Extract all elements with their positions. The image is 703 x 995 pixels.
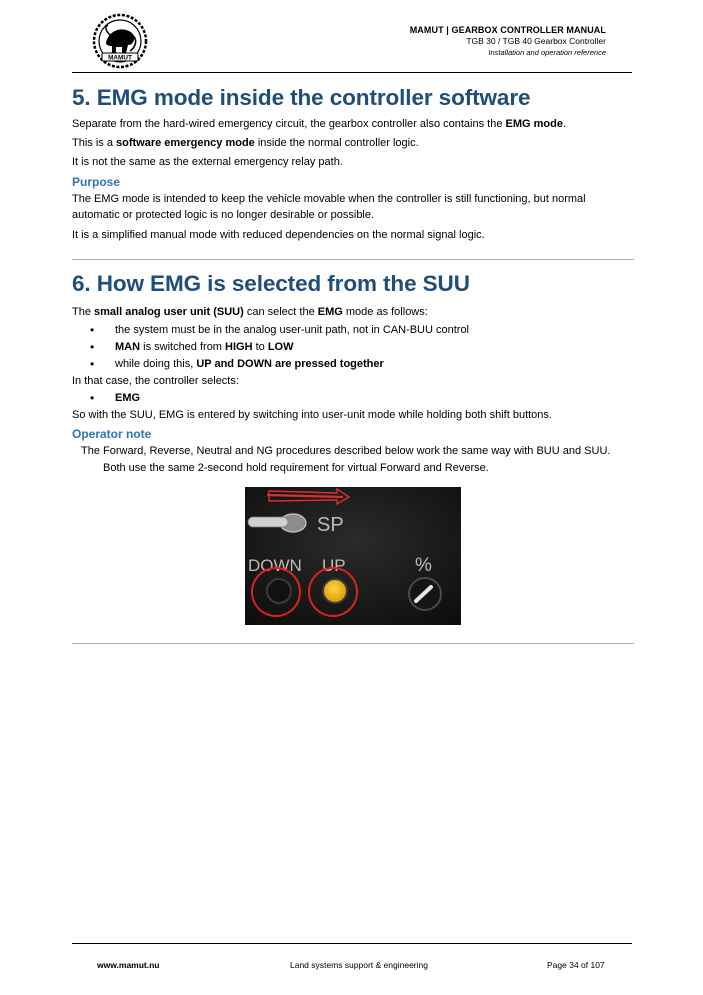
list-item: • EMG	[72, 390, 634, 407]
page-header	[0, 0, 703, 74]
case-line: In that case, the controller selects:	[72, 375, 239, 387]
section-6-intro: The small analog user unit (SUU) can select the EMG mode as follows:	[72, 306, 428, 318]
page-content	[72, 82, 634, 644]
label-down: DOWN	[248, 556, 302, 575]
footer-rule	[72, 943, 632, 944]
label-sp: SP	[317, 514, 344, 536]
section-6-heading: 6. How EMG is selected from the SUU	[72, 271, 470, 296]
label-up: UP	[322, 556, 346, 575]
header-text	[410, 25, 606, 58]
footer-website: www.mamut.nu	[97, 960, 160, 970]
header-note: Installation and operation reference	[488, 48, 606, 57]
section-end-divider	[72, 643, 634, 644]
header-rule	[72, 72, 632, 73]
section-5-paragraph-1: Separate from the hard-wired emergency circuit, the gearbox controller also contains the EMG mode.	[72, 118, 567, 130]
down-button	[267, 579, 291, 603]
section-divider	[72, 259, 634, 260]
mamut-logo	[92, 13, 148, 69]
purpose-paragraph-2: It is a simplified manual mode with reduced dependencies on the normal signal logic.	[72, 229, 485, 241]
footer-tagline: Land systems support & engineering	[290, 960, 428, 970]
label-percent: %	[415, 555, 432, 576]
section-6-summary: So with the SUU, EMG is entered by switching into user-unit mode while holding both shift buttons.	[72, 409, 552, 421]
up-button	[323, 579, 347, 603]
operator-note-heading: Operator note	[72, 427, 152, 441]
header-title: MAMUT | GEARBOX CONTROLLER MANUAL	[409, 25, 606, 35]
section-5-paragraph-2: This is a software emergency mode inside the normal controller logic.	[72, 137, 419, 149]
list-item: • the system must be in the analog user-unit path, not in CAN-BUU control	[72, 322, 634, 339]
selected-mode-list	[72, 390, 634, 407]
footer-page-number: Page 34 of 107	[547, 960, 605, 970]
toggle-switch-lever	[248, 517, 288, 527]
section-5-paragraph-3: It is not the same as the external emergency relay path.	[72, 156, 343, 168]
section-5-heading: 5. EMG mode inside the controller software	[72, 85, 531, 110]
purpose-heading: Purpose	[72, 175, 121, 189]
selection-conditions-list	[72, 322, 634, 373]
logo-lettering: MAMUT	[108, 54, 132, 62]
suu-control-panel-photo	[245, 487, 461, 625]
purpose-paragraph-1: The EMG mode is intended to keep the vehicle movable when the controller is still functioning, but normal automatic or protected logic is no longer desirable or possible.	[72, 193, 586, 221]
header-subtitle: TGB 30 / TGB 40 Gearbox Controller	[466, 36, 606, 46]
list-item: • while doing this, UP and DOWN are pressed together	[72, 356, 634, 373]
list-item: • MAN is switched from HIGH to LOW	[72, 339, 634, 356]
operator-note-text: The Forward, Reverse, Neutral and NG procedures described below work the same way with BUU and SUU. Both use the same 2-second hold requirement for virtual Forward and Reverse.	[81, 445, 611, 474]
